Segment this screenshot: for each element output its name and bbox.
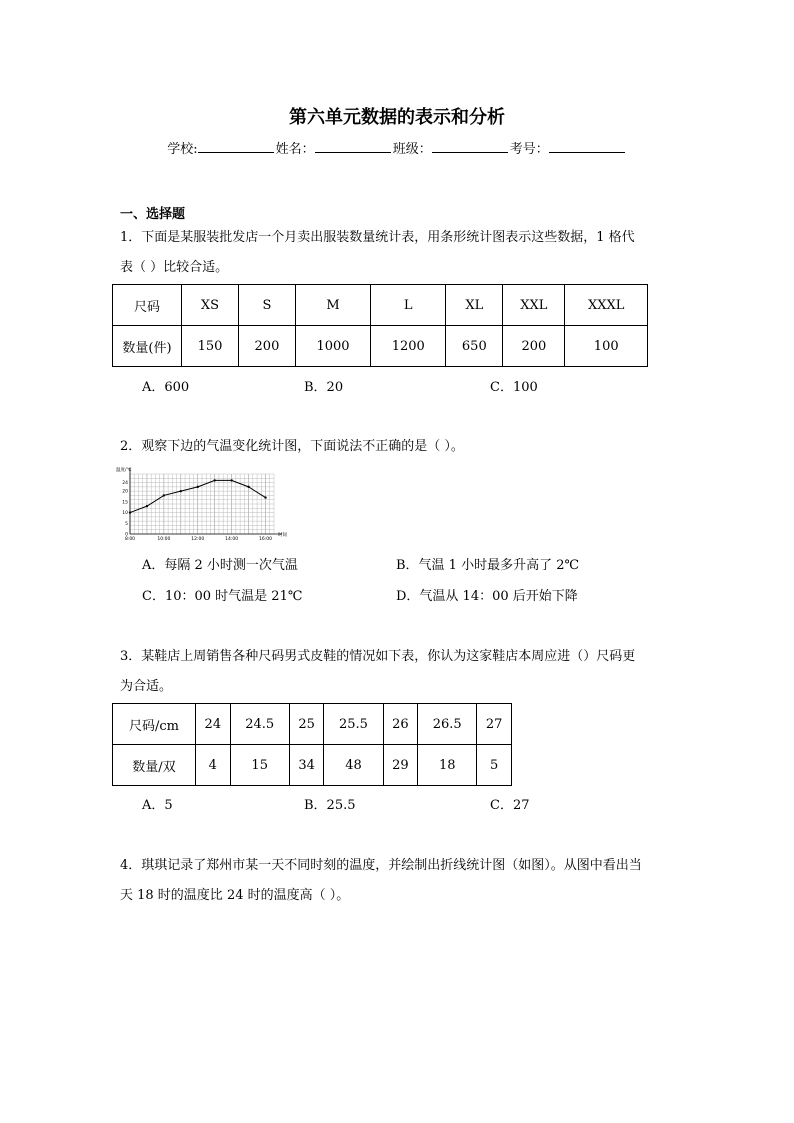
table-cell: 48 <box>324 745 383 786</box>
table-cell: 24 <box>196 704 231 745</box>
shoe-sales-table <box>112 703 512 786</box>
chart-grid <box>130 474 274 534</box>
question-3 <box>120 642 680 702</box>
x-tick-label: 10:00 <box>157 537 171 542</box>
number-blank[interactable] <box>549 139 625 153</box>
data-point <box>163 494 165 496</box>
section-heading: 一、选择题 <box>120 207 186 222</box>
table-cell: 100 <box>565 326 648 367</box>
question-4-line-2: 天 18 时的温度比 24 时的温度高（ ）。 <box>120 888 350 903</box>
q2-option-c[interactable]: C．10：00 时气温是 21℃ <box>142 589 303 604</box>
table-cell: 25.5 <box>324 704 383 745</box>
q1-option-b[interactable]: B．20 <box>304 380 344 395</box>
table-cell: 18 <box>418 745 477 786</box>
name-label: 姓名： <box>275 142 315 157</box>
table-cell: 200 <box>503 326 565 367</box>
y-tick-label: 5 <box>125 521 128 527</box>
y-tick-label: 20 <box>122 489 128 495</box>
q3-option-a[interactable]: A．5 <box>142 798 173 813</box>
table-cell: XXXL <box>565 285 648 326</box>
question-1-line-2: 表（ ）比较合适。 <box>120 260 229 275</box>
table-cell: XS <box>182 285 239 326</box>
table-cell: S <box>238 285 295 326</box>
q1-option-a[interactable]: A．600 <box>142 380 190 395</box>
table-cell: 数量/双 <box>113 745 196 786</box>
table-cell: 200 <box>238 326 295 367</box>
table-cell: XXL <box>503 285 565 326</box>
question-1 <box>120 223 680 283</box>
clothing-sales-table <box>112 284 648 367</box>
question-3-line-1: 3．某鞋店上周销售各种尺码男式皮鞋的情况如下表，你认为这家鞋店本周应进（）尺码更 <box>120 649 636 664</box>
table-cell: 29 <box>383 745 418 786</box>
x-axis-label: 时间 <box>278 533 287 538</box>
table-cell: 26.5 <box>418 704 477 745</box>
table-cell: 5 <box>477 745 512 786</box>
q3-option-c[interactable]: C．27 <box>490 798 530 813</box>
question-1-line-1: 1．下面是某服装批发店一个月卖出服装数量统计表，用条形统计图表示这些数据，1 格代 <box>120 230 635 245</box>
table-cell: 150 <box>182 326 239 367</box>
table-cell: 25 <box>289 704 324 745</box>
q2-option-d[interactable]: D．气温从 14：00 后开始下降 <box>396 589 578 604</box>
table-cell: 1000 <box>295 326 370 367</box>
page-title: 第六单元数据的表示和分析 <box>289 107 505 128</box>
school-label: 学校: <box>167 142 198 157</box>
y-tick-label: 24 <box>122 481 128 487</box>
y-tick-label: 10 <box>122 511 128 517</box>
table-cell: 尺码 <box>113 285 182 326</box>
data-point <box>214 479 216 481</box>
name-blank[interactable] <box>315 139 391 153</box>
y-tick-label: 15 <box>122 500 128 506</box>
question-4-line-1: 4．琪琪记录了郑州市某一天不同时刻的温度，并绘制出折线统计图（如图）。从图中看出当 <box>120 858 642 873</box>
table-cell: 26 <box>383 704 418 745</box>
table-cell: 27 <box>477 704 512 745</box>
question-3-line-2: 为合适。 <box>120 679 173 694</box>
x-tick-label: 12:00 <box>191 537 205 542</box>
x-tick-label: 14:00 <box>225 537 239 542</box>
table-row <box>113 745 512 786</box>
x-tick-label: 16:00 <box>259 537 273 542</box>
question-4 <box>120 851 680 911</box>
table-cell: XL <box>446 285 503 326</box>
table-cell: L <box>371 285 446 326</box>
q2-option-b[interactable]: B．气温 1 小时最多升高了 2℃ <box>396 558 580 573</box>
school-blank[interactable] <box>198 139 274 153</box>
table-cell: 34 <box>289 745 324 786</box>
x-tick-label: 8:00 <box>124 537 136 542</box>
y-tick-label: 0 <box>125 532 128 538</box>
q3-option-b[interactable]: B．25.5 <box>304 798 356 813</box>
table-cell: 15 <box>230 745 289 786</box>
table-cell: 尺码/cm <box>113 704 196 745</box>
table-cell: 数量(件) <box>113 326 182 367</box>
temperature-line-chart <box>114 466 294 544</box>
data-point <box>230 479 232 481</box>
data-point <box>197 486 199 488</box>
table-header-row <box>113 704 512 745</box>
class-label: 班级： <box>392 142 432 157</box>
table-cell: 1200 <box>371 326 446 367</box>
table-cell: 650 <box>446 326 503 367</box>
q2-option-a[interactable]: A．每隔 2 小时测一次气温 <box>142 558 298 573</box>
data-point <box>129 511 131 513</box>
question-2: 2．观察下边的气温变化统计图，下面说法不正确的是（ ）。 <box>120 439 464 454</box>
data-point <box>180 490 182 492</box>
data-point <box>264 496 266 498</box>
y-axis-label: 温度/℃ <box>116 468 132 473</box>
table-row <box>113 326 648 367</box>
table-cell: 24.5 <box>230 704 289 745</box>
table-cell: M <box>295 285 370 326</box>
class-blank[interactable] <box>432 139 508 153</box>
table-header-row <box>113 285 648 326</box>
data-point <box>247 486 249 488</box>
q1-option-c[interactable]: C．100 <box>490 380 538 395</box>
number-label: 考号： <box>509 142 549 157</box>
data-point <box>146 505 148 507</box>
student-info-line <box>0 138 794 157</box>
table-cell: 4 <box>196 745 231 786</box>
